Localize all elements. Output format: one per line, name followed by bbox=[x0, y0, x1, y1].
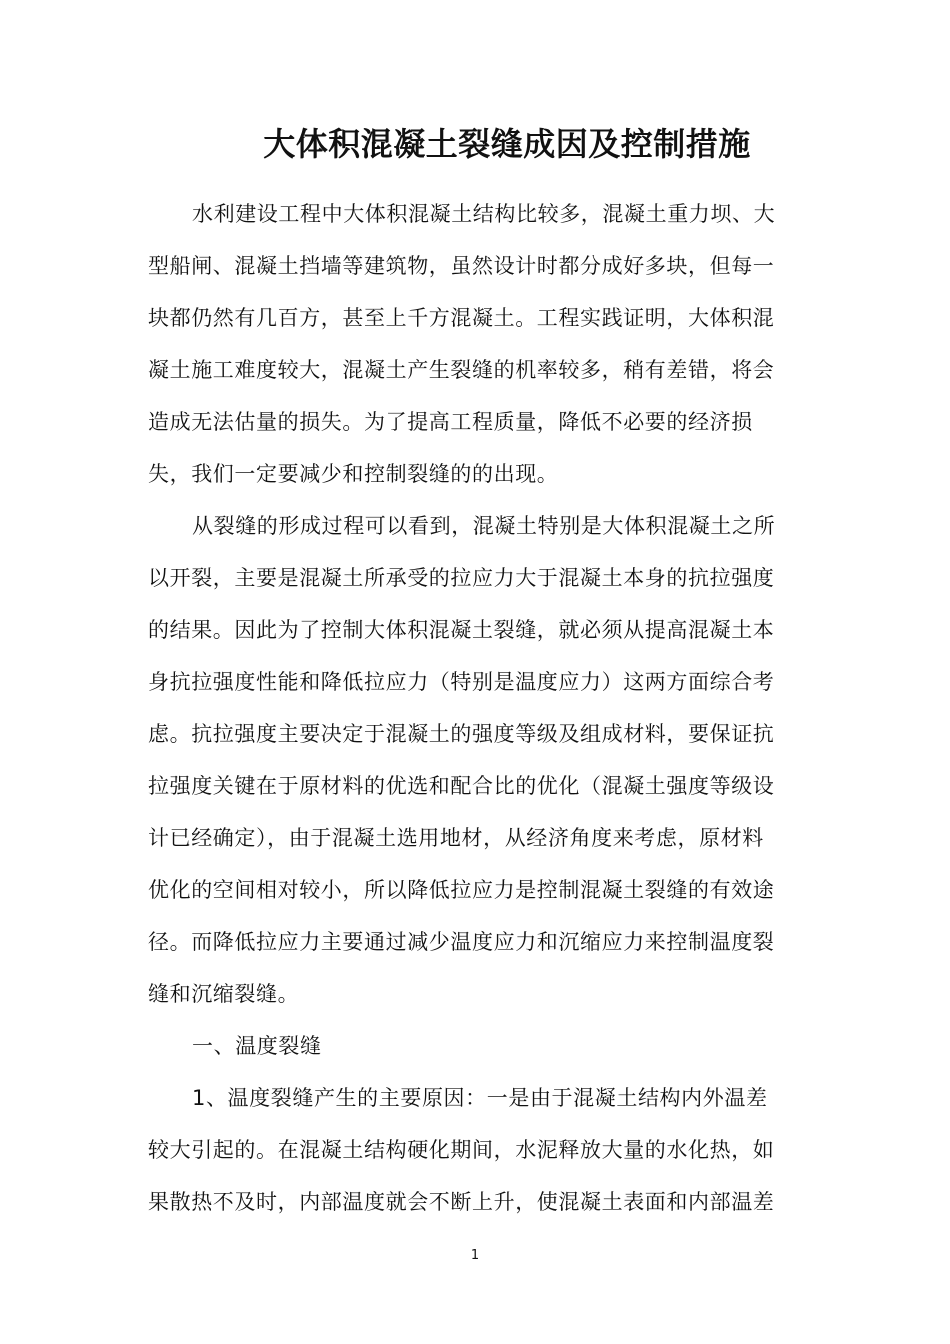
paragraph-line: 型船闸、混凝土挡墙等建筑物，虽然设计时都分成好多块，但每一 bbox=[148, 254, 775, 278]
paragraph-line: 失，我们一定要减少和控制裂缝的的出现。 bbox=[148, 462, 559, 486]
paragraph-line: 拉强度关键在于原材料的优选和配合比的优化（混凝土强度等级设 bbox=[148, 774, 775, 798]
page-number: 1 bbox=[470, 1248, 480, 1263]
paragraph-line: 1、温度裂缝产生的主要原因：一是由于混凝土结构内外温差 bbox=[192, 1086, 768, 1110]
paragraph-line: 以开裂，主要是混凝土所承受的拉应力大于混凝土本身的抗拉强度 bbox=[148, 566, 775, 590]
paragraph-line: 径。而降低拉应力主要通过减少温度应力和沉缩应力来控制温度裂 bbox=[148, 930, 775, 954]
paragraph-line: 身抗拉强度性能和降低拉应力（特别是温度应力）这两方面综合考 bbox=[148, 670, 775, 694]
paragraph-line: 水利建设工程中大体积混凝土结构比较多，混凝土重力坝、大 bbox=[192, 202, 776, 226]
paragraph-line: 的结果。因此为了控制大体积混凝土裂缝，就必须从提高混凝土本 bbox=[148, 618, 775, 642]
paragraph-line: 从裂缝的形成过程可以看到，混凝土特别是大体积混凝土之所 bbox=[192, 514, 776, 538]
paragraph-line: 果散热不及时，内部温度就会不断上升，使混凝土表面和内部温差 bbox=[148, 1190, 775, 1214]
paragraph-line: 造成无法估量的损失。为了提高工程质量，降低不必要的经济损 bbox=[148, 410, 753, 434]
paragraph-line: 缝和沉缩裂缝。 bbox=[148, 982, 300, 1006]
paragraph-line: 优化的空间相对较小，所以降低拉应力是控制混凝土裂缝的有效途 bbox=[148, 878, 775, 902]
section-heading: 一、温度裂缝 bbox=[192, 1034, 322, 1058]
document-body bbox=[148, 188, 798, 1228]
paragraph-line: 较大引起的。在混凝土结构硬化期间，水泥释放大量的水化热，如 bbox=[148, 1138, 775, 1162]
document-title: 大体积混凝土裂缝成因及控制措施 bbox=[263, 125, 751, 163]
paragraph-line: 块都仍然有几百方，甚至上千方混凝土。工程实践证明，大体积混 bbox=[148, 306, 775, 330]
paragraph-line: 计已经确定），由于混凝土选用地材，从经济角度来考虑，原材料 bbox=[148, 826, 764, 850]
paragraph-line: 虑。抗拉强度主要决定于混凝土的强度等级及组成材料，要保证抗 bbox=[148, 722, 775, 746]
paragraph-line: 凝土施工难度较大，混凝土产生裂缝的机率较多，稍有差错，将会 bbox=[148, 358, 775, 382]
